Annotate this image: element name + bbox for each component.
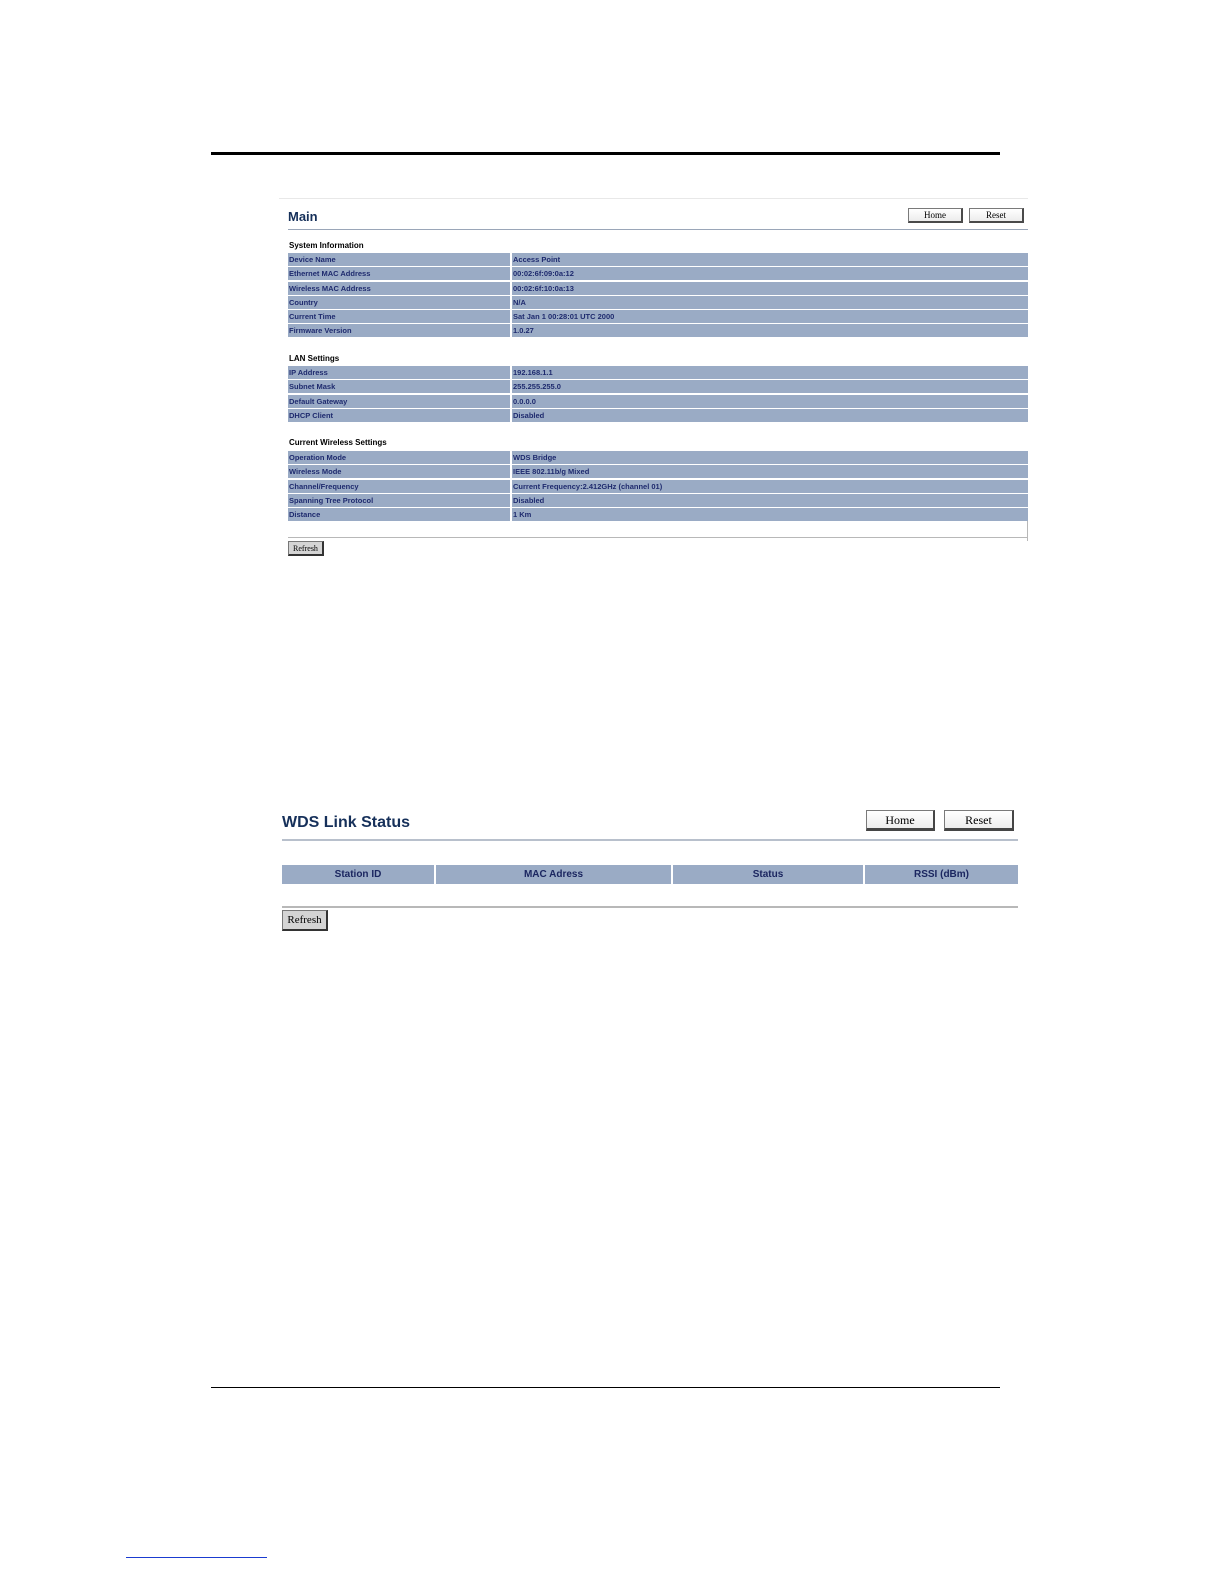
row-value: 1.0.27 bbox=[512, 324, 1028, 337]
row-label: Distance bbox=[288, 508, 510, 521]
wireless-settings-table bbox=[288, 451, 1028, 522]
row-value: IEEE 802.11b/g Mixed bbox=[512, 465, 1028, 478]
row-value: WDS Bridge bbox=[512, 451, 1028, 464]
footer-link-underline bbox=[126, 1557, 267, 1558]
column-header-rssi: RSSI (dBm) bbox=[865, 865, 1018, 884]
row-value: Disabled bbox=[512, 494, 1028, 507]
row-value: 192.168.1.1 bbox=[512, 366, 1028, 379]
row-value: 255.255.255.0 bbox=[512, 380, 1028, 393]
row-value: N/A bbox=[512, 296, 1028, 309]
row-label: DHCP Client bbox=[288, 409, 510, 422]
column-header-station-id: Station ID bbox=[282, 865, 434, 884]
table-row bbox=[288, 465, 1028, 478]
table-row bbox=[288, 267, 1028, 280]
row-value: Disabled bbox=[512, 409, 1028, 422]
page-footer-rule bbox=[211, 1387, 1000, 1388]
table-bottom-divider bbox=[282, 906, 1018, 908]
table-row bbox=[288, 380, 1028, 393]
table-row bbox=[288, 296, 1028, 309]
reset-button[interactable]: Reset bbox=[944, 810, 1014, 831]
table-row bbox=[288, 451, 1028, 464]
row-label: Country bbox=[288, 296, 510, 309]
section-heading-lan-settings: LAN Settings bbox=[289, 354, 340, 363]
system-information-table bbox=[288, 253, 1028, 339]
column-header-status: Status bbox=[673, 865, 863, 884]
row-label: Ethernet MAC Address bbox=[288, 267, 510, 280]
main-status-panel bbox=[279, 198, 1028, 558]
table-row bbox=[288, 253, 1028, 266]
table-row bbox=[288, 508, 1028, 521]
refresh-button[interactable]: Refresh bbox=[288, 541, 324, 556]
row-value: 1 Km bbox=[512, 508, 1028, 521]
section-heading-wireless-settings: Current Wireless Settings bbox=[289, 438, 387, 447]
row-value: 0.0.0.0 bbox=[512, 395, 1028, 408]
row-label: Subnet Mask bbox=[288, 380, 510, 393]
row-label: Spanning Tree Protocol bbox=[288, 494, 510, 507]
section-heading-system-information: System Information bbox=[289, 241, 364, 250]
row-value: 00:02:6f:09:0a:12 bbox=[512, 267, 1028, 280]
table-row bbox=[288, 324, 1028, 337]
row-label: Channel/Frequency bbox=[288, 480, 510, 493]
table-row bbox=[288, 409, 1028, 422]
row-label: Default Gateway bbox=[288, 395, 510, 408]
page-header-rule bbox=[211, 152, 1000, 155]
table-row bbox=[288, 494, 1028, 507]
row-value: Current Frequency:2.412GHz (channel 01) bbox=[512, 480, 1028, 493]
panel-top-divider bbox=[279, 198, 1028, 199]
row-label: Operation Mode bbox=[288, 451, 510, 464]
wds-table-header bbox=[282, 865, 1018, 884]
table-row bbox=[288, 366, 1028, 379]
row-label: Wireless MAC Address bbox=[288, 282, 510, 295]
row-label: Device Name bbox=[288, 253, 510, 266]
table-row bbox=[288, 480, 1028, 493]
row-value: 00:02:6f:10:0a:13 bbox=[512, 282, 1028, 295]
table-end-border bbox=[1027, 521, 1028, 541]
page-title: Main bbox=[288, 209, 318, 224]
reset-button[interactable]: Reset bbox=[969, 208, 1024, 223]
table-row bbox=[288, 282, 1028, 295]
panel-bottom-divider bbox=[288, 537, 1028, 538]
home-button[interactable]: Home bbox=[908, 208, 963, 223]
row-label: Wireless Mode bbox=[288, 465, 510, 478]
home-button[interactable]: Home bbox=[866, 810, 935, 831]
wds-link-status-panel bbox=[282, 808, 1018, 933]
row-value: Access Point bbox=[512, 253, 1028, 266]
title-divider bbox=[282, 839, 1018, 841]
row-label: Firmware Version bbox=[288, 324, 510, 337]
row-value: Sat Jan 1 00:28:01 UTC 2000 bbox=[512, 310, 1028, 323]
lan-settings-table bbox=[288, 366, 1028, 423]
page-title: WDS Link Status bbox=[282, 814, 411, 831]
table-row bbox=[288, 395, 1028, 408]
refresh-button[interactable]: Refresh bbox=[282, 910, 328, 931]
column-header-mac-address: MAC Adress bbox=[436, 865, 671, 884]
title-divider bbox=[288, 229, 1028, 230]
row-label: IP Address bbox=[288, 366, 510, 379]
table-row bbox=[288, 310, 1028, 323]
row-label: Current Time bbox=[288, 310, 510, 323]
